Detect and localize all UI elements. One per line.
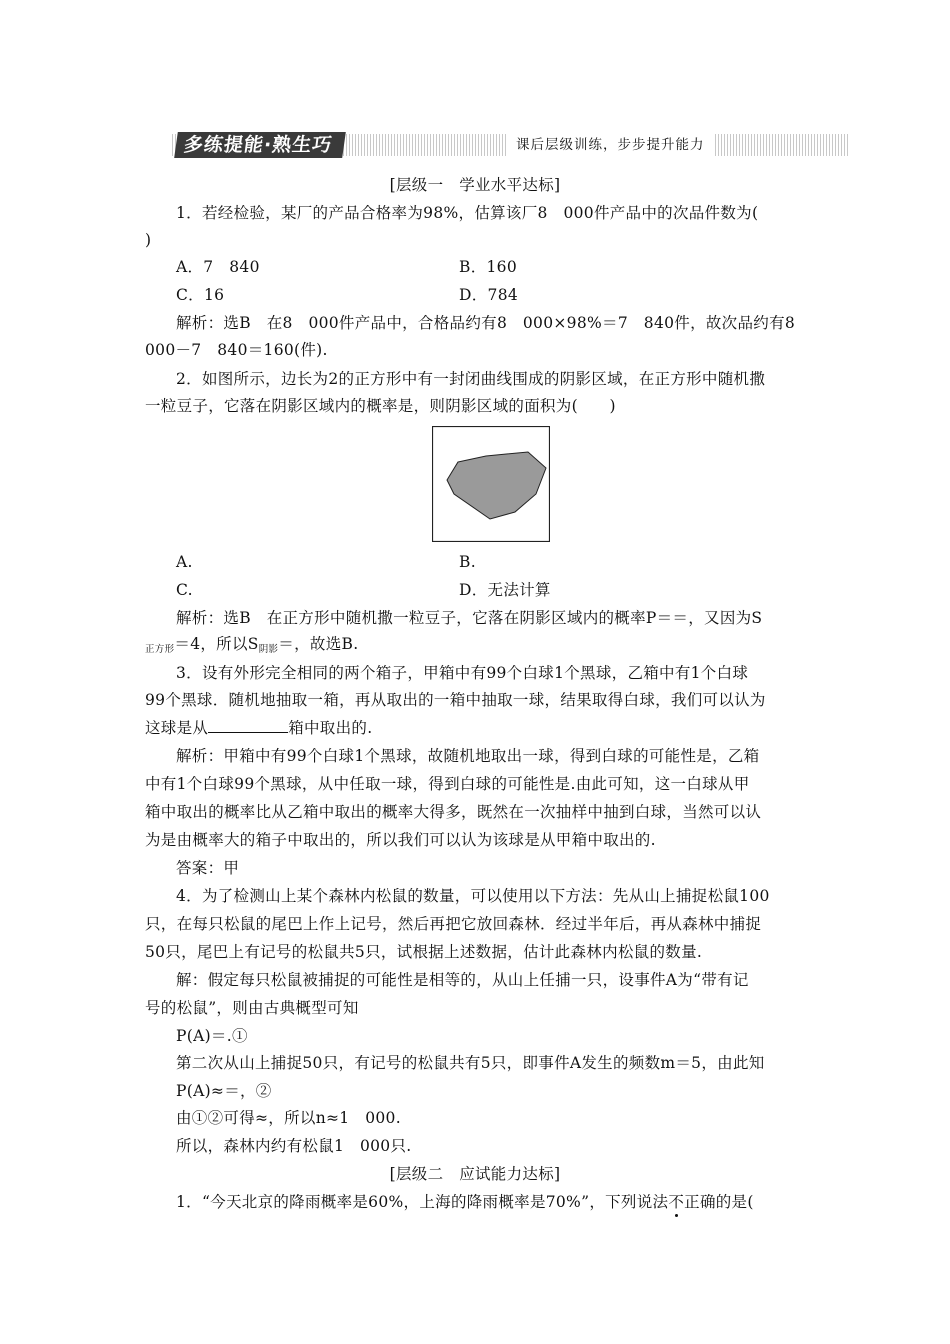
q3-solution-line4: 为是由概率大的箱子中取出的，所以我们可以认为该球是从甲箱中取出的.	[145, 831, 656, 849]
q4-solution-line2: 号的松鼠”，则由古典概型可知	[145, 999, 359, 1017]
banner-subtitle: 课后层级训练，步步提升能力	[508, 134, 713, 156]
q3-stem-line3-b: 箱中取出的.	[288, 719, 373, 737]
emphasis-dotted-char: 不	[668, 1193, 685, 1211]
q1-option-c: C．16	[176, 286, 225, 304]
level2-q1-stem-b: 正确的是(	[684, 1193, 754, 1211]
q3-solution-line1: 解析：甲箱中有99个白球1个黑球，故随机地取出一球，得到白球的可能性是，乙箱	[176, 747, 760, 765]
q4-stem-line2: 只，在每只松鼠的尾巴上作上记号，然后再把它放回森林．经过半年后，再从森林中捕捉	[145, 915, 762, 933]
q4-solution-line4: 第二次从山上捕捉50只，有记号的松鼠共有5只，即事件A发生的频数m＝5，由此知	[176, 1054, 765, 1072]
q1-solution-line1: 解析：选B 在8 000件产品中，合格品约有8 000×98%＝7 840件，故次品约有8	[176, 314, 796, 332]
q4-solution-line6: 由①②可得≈，所以n≈1 000.	[176, 1109, 401, 1127]
q2-solution-line2-b: ＝，故选B.	[278, 635, 359, 653]
q2-stem-line2: 一粒豆子，它落在阴影区域内的概率是，则阴影区域的面积为( )	[145, 397, 616, 415]
q2-option-a: A.	[176, 553, 193, 571]
q1-stem-line1: 1．若经检验，某厂的产品合格率为98%，估算该厂8 000件产品中的次品件数为(	[176, 204, 759, 222]
level2-heading: [层级二 应试能力达标]	[389, 1165, 561, 1183]
q1-option-b: B．160	[459, 258, 517, 276]
q4-solution-line1: 解：假定每只松鼠被捕捉的可能性是相等的，从山上任捕一只，设事件A为“带有记	[176, 971, 749, 989]
q2-option-b: B.	[459, 553, 476, 571]
q1-option-a: A．7 840	[176, 258, 260, 276]
answer-blank	[208, 718, 288, 733]
q3-stem-line2: 99个黑球．随机地抽取一箱，再从取出的一箱中抽取一球，结果取得白球，我们可以认为	[145, 691, 766, 709]
q4-stem-line1: 4．为了检测山上某个森林内松鼠的数量，可以使用以下方法：先从山上捕捉松鼠100	[176, 887, 770, 905]
q4-solution-line5: P(A)≈＝，②	[176, 1082, 272, 1100]
q3-answer: 答案：甲	[176, 859, 240, 877]
q3-stem-line3-a: 这球是从	[145, 719, 209, 737]
q3-solution-line2: 中有1个白球99个黑球，从中任取一球，得到白球的可能性是.由此可知，这一白球从甲	[145, 775, 750, 793]
subscript-shaded: 阴影	[258, 644, 279, 655]
q2-option-c: C.	[176, 581, 193, 599]
q2-solution-line2	[145, 634, 358, 660]
section-banner	[172, 132, 852, 158]
q2-solution-line2-a: ＝4，所以S	[174, 635, 259, 653]
q4-stem-line3: 50只，尾巴上有记号的松鼠共5只，试根据上述数据，估计此森林内松鼠的数量.	[145, 943, 703, 961]
q4-solution-line3: P(A)＝.①	[176, 1027, 248, 1045]
q1-solution-line2: 000－7 840＝160(件).	[145, 341, 328, 359]
q3-stem-line3	[145, 718, 372, 738]
q2-solution-line1: 解析：选B 在正方形中随机撒一粒豆子，它落在阴影区域内的概率P＝＝，又因为S	[176, 609, 763, 627]
square-with-shaded-region-figure	[432, 426, 550, 542]
level2-q1-stem-a: 1．“今天北京的降雨概率是60%，上海的降雨概率是70%”，下列说法	[176, 1193, 669, 1211]
q3-solution-line3: 箱中取出的概率比从乙箱中取出的概率大得多，既然在一次抽样中抽到白球，当然可以认	[145, 803, 762, 821]
level1-heading: [层级一 学业水平达标]	[389, 176, 561, 194]
subscript-square: 正方形	[145, 644, 175, 655]
q4-solution-line7: 所以，森林内约有松鼠1 000只.	[176, 1137, 412, 1155]
level2-q1-stem	[176, 1192, 754, 1212]
q2-stem-line1: 2．如图所示，边长为2的正方形中有一封闭曲线围成的阴影区域，在正方形中随机撒	[176, 370, 766, 388]
banner-title: 多练提能·熟生巧	[174, 132, 346, 158]
q2-option-d: D．无法计算	[459, 581, 551, 599]
q1-option-d: D．784	[459, 286, 519, 304]
q1-stem-line2: )	[145, 231, 152, 249]
q3-stem-line1: 3．设有外形完全相同的两个箱子，甲箱中有99个白球1个黑球，乙箱中有1个白球	[176, 664, 749, 682]
